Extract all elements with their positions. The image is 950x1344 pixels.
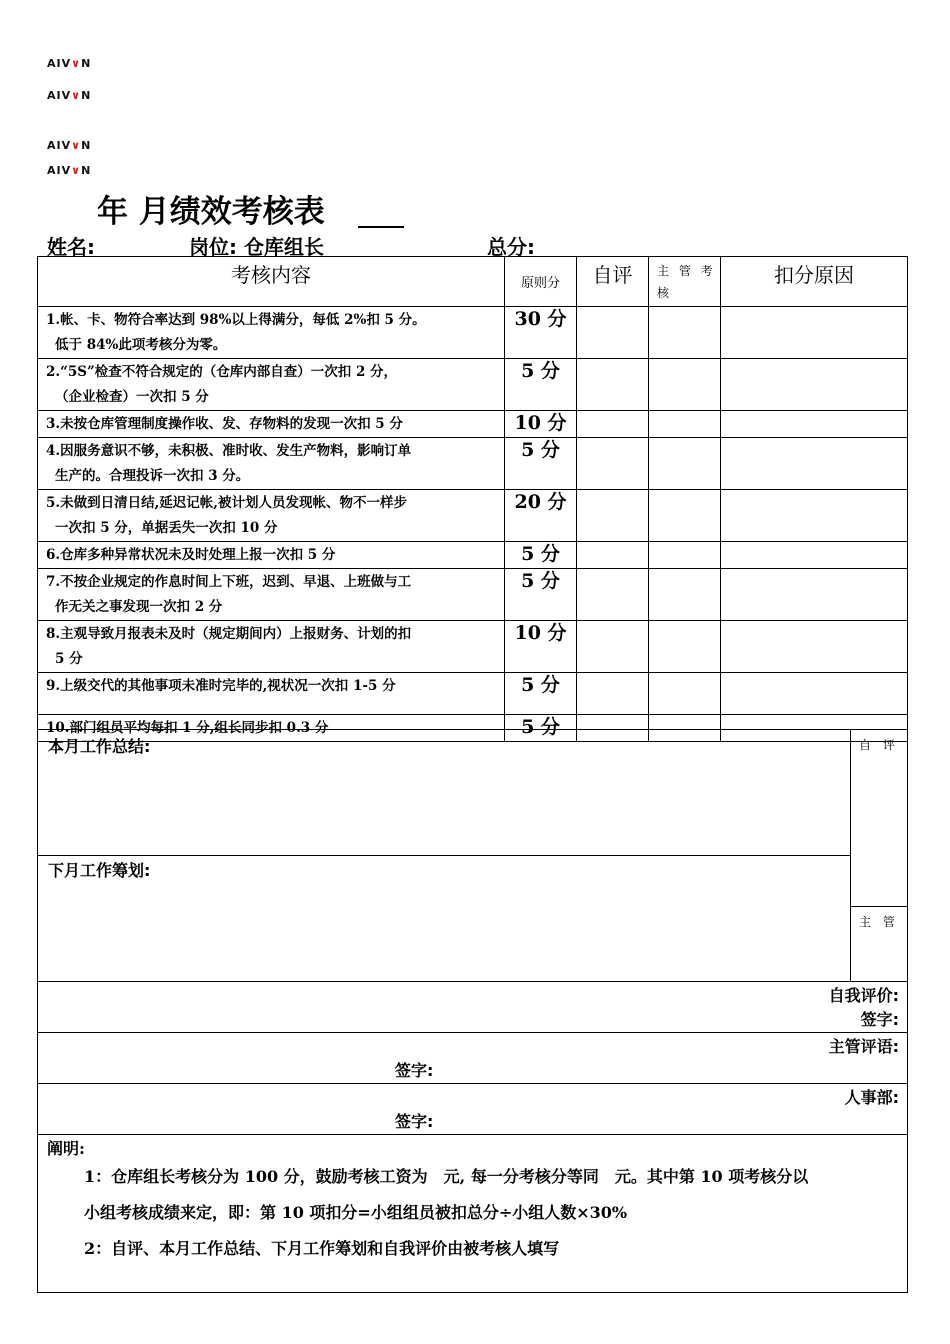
- supervisor-comment-cell[interactable]: [38, 1033, 908, 1084]
- criterion-line-1: 9.上级交代的其他事项未准时完毕的,视状况一次扣 1-5 分: [46, 678, 396, 694]
- base-score-cell: 5 分: [505, 438, 577, 490]
- deduction-reason-input[interactable]: [721, 673, 908, 715]
- deduction-reason-input[interactable]: [721, 359, 908, 411]
- name-label: 姓名:: [47, 235, 95, 259]
- supervisor-eval-input[interactable]: [649, 307, 721, 359]
- supervisor-eval-input[interactable]: [649, 490, 721, 542]
- notes-heading: 阐明:: [47, 1139, 85, 1158]
- criterion-cell: [38, 438, 505, 490]
- self-eval-input[interactable]: [577, 621, 649, 673]
- criterion-line-2: 5 分: [55, 651, 83, 667]
- criterion-line-2: 作无关之事发现一次扣 2 分: [55, 599, 223, 615]
- criterion-line-2: 一次扣 5 分，单据丢失一次扣 10 分: [55, 520, 278, 536]
- base-score-cell: 5 分: [505, 359, 577, 411]
- supervisor-sign: 签字:: [395, 1061, 434, 1080]
- self-eval-label: 自我评价:: [828, 986, 899, 1005]
- hr-cell[interactable]: [38, 1084, 908, 1135]
- criterion-line-1: 5.未做到日清日结,延迟记帐,被计划人员发现帐、物不一样步: [46, 495, 407, 511]
- criterion-line-2: 低于 84%此项考核分为零。: [55, 337, 227, 353]
- criterion-line-1: 7.不按企业规定的作息时间上下班，迟到、早退、上班做与工: [46, 574, 412, 590]
- aiven-logo: AIV∨N: [47, 164, 92, 177]
- base-score-cell: 5 分: [505, 542, 577, 569]
- deduction-reason-input[interactable]: [721, 411, 908, 438]
- aiven-logo: AIV∨N: [47, 139, 92, 152]
- criterion-cell: [38, 307, 505, 359]
- criterion-line-1: 1.帐、卡、物符合率达到 98%以上得满分，每低 2%扣 5 分。: [46, 312, 426, 328]
- deduction-reason-input[interactable]: [721, 307, 908, 359]
- base-score-cell: 30 分: [505, 307, 577, 359]
- base-score-cell: 5 分: [505, 673, 577, 715]
- hr-label: 人事部:: [844, 1088, 899, 1107]
- side-column: [851, 730, 908, 982]
- criterion-line-1: 4.因服务意识不够，未积极、准时收、发生产物料，影响订单: [46, 443, 412, 459]
- self-eval-input[interactable]: [577, 490, 649, 542]
- page-title: 年 月绩效考核表: [97, 194, 325, 230]
- criterion-line-2: 生产的。合理投诉一次扣 3 分。: [55, 468, 250, 484]
- table-row: [38, 438, 908, 490]
- supervisor-comment-label: 主管评语:: [828, 1037, 899, 1056]
- side-self-eval: 自 评: [859, 738, 899, 752]
- next-month-label: 下月工作筹划:: [48, 861, 151, 880]
- header-supervisor: 主 管 考 核: [649, 257, 721, 307]
- base-score-cell: 20 分: [505, 490, 577, 542]
- self-evaluation-cell[interactable]: [38, 982, 908, 1033]
- header-base-score: 原则分: [505, 257, 577, 307]
- supervisor-eval-input[interactable]: [649, 621, 721, 673]
- deduction-reason-input[interactable]: [721, 542, 908, 569]
- criterion-cell: [38, 621, 505, 673]
- table-row: [38, 569, 908, 621]
- table-row: [38, 673, 908, 715]
- side-supervisor: 主 管: [851, 906, 907, 981]
- criterion-cell: [38, 569, 505, 621]
- table-row: [38, 542, 908, 569]
- notes-line-1: 1：仓库组长考核分为 100 分，鼓励考核工资为 元, 每一分考核分等同 元。其中第 10 项考核分以: [84, 1167, 809, 1186]
- base-score-cell: 10 分: [505, 621, 577, 673]
- criterion-line-1: 2.“5S”检查不符合规定的（仓库内部自查）一次扣 2 分，: [46, 364, 398, 380]
- title-underline: [358, 226, 404, 228]
- supervisor-eval-input[interactable]: [649, 411, 721, 438]
- self-eval-sign: 签字:: [860, 1010, 899, 1029]
- header-self-eval: 自评: [577, 257, 649, 307]
- supervisor-eval-input[interactable]: [649, 569, 721, 621]
- notes-line-3: 2：自评、本月工作总结、下月工作筹划和自我评价由被考核人填写: [84, 1239, 560, 1258]
- criterion-line-1: 8.主观导致月报表未及时（规定期间内）上报财务、计划的扣: [46, 626, 412, 642]
- next-month-plan[interactable]: [38, 856, 851, 982]
- base-score-cell: 5 分: [505, 715, 577, 742]
- criterion-cell: [38, 490, 505, 542]
- header-content: 考核内容: [38, 257, 505, 307]
- criterion-line-1: 10.部门组员平均每扣 1 分,组长同步扣 0.3 分: [46, 720, 329, 736]
- self-eval-input[interactable]: [577, 307, 649, 359]
- supervisor-eval-input[interactable]: [649, 438, 721, 490]
- criterion-cell: [38, 411, 505, 438]
- self-eval-input[interactable]: [577, 569, 649, 621]
- table-row: [38, 307, 908, 359]
- supervisor-eval-input[interactable]: [649, 673, 721, 715]
- table-row: [38, 490, 908, 542]
- criterion-line-1: 3.未按仓库管理制度操作收、发、存物料的发现一次扣 5 分: [46, 416, 403, 432]
- position-label: 岗位: 仓库组长: [189, 235, 324, 259]
- table-row: [38, 411, 908, 438]
- notes-line-2: 小组考核成绩来定，即：第 10 项扣分=小组组员被扣总分÷小组人数×30%: [84, 1203, 628, 1222]
- assessment-table: [37, 256, 908, 742]
- deduction-reason-input[interactable]: [721, 438, 908, 490]
- header-deduction-reason: 扣分原因: [721, 257, 908, 307]
- aiven-logo: AIV∨N: [47, 57, 92, 70]
- deduction-reason-input[interactable]: [721, 569, 908, 621]
- base-score-cell: 5 分: [505, 569, 577, 621]
- table-row: [38, 359, 908, 411]
- criterion-cell: [38, 673, 505, 715]
- notes-cell: [38, 1135, 908, 1293]
- base-score-cell: 10 分: [505, 411, 577, 438]
- supervisor-eval-input[interactable]: [649, 359, 721, 411]
- criterion-cell: [38, 542, 505, 569]
- table-row: [38, 621, 908, 673]
- criterion-line-1: 6.仓库多种异常状况未及时处理上报一次扣 5 分: [46, 547, 336, 563]
- summary-table: [37, 729, 908, 1293]
- supervisor-eval-input[interactable]: [649, 542, 721, 569]
- self-eval-input[interactable]: [577, 359, 649, 411]
- criterion-cell: [38, 359, 505, 411]
- deduction-reason-input[interactable]: [721, 490, 908, 542]
- deduction-reason-input[interactable]: [721, 621, 908, 673]
- hr-sign: 签字:: [395, 1112, 434, 1131]
- criterion-line-2: （企业检查）一次扣 5 分: [55, 389, 209, 405]
- self-eval-input[interactable]: [577, 438, 649, 490]
- total-label: 总分:: [487, 235, 535, 259]
- self-eval-input[interactable]: [577, 542, 649, 569]
- self-eval-input[interactable]: [577, 673, 649, 715]
- aiven-logo: AIV∨N: [47, 89, 92, 102]
- this-month-summary[interactable]: [38, 730, 851, 856]
- self-eval-input[interactable]: [577, 411, 649, 438]
- this-month-label: 本月工作总结:: [48, 737, 151, 756]
